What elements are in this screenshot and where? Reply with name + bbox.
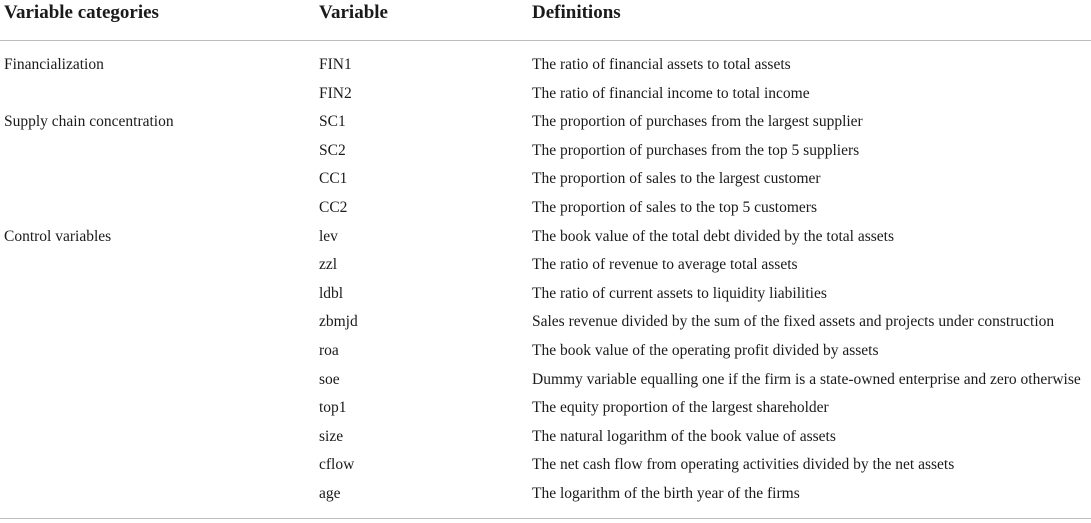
definition-cell: The ratio of financial assets to total assets	[532, 56, 791, 73]
variable-cell: FIN1	[319, 56, 352, 73]
table-row	[0, 309, 1091, 338]
table-row	[0, 367, 1091, 396]
table-row	[0, 252, 1091, 281]
definition-cell: The proportion of sales to the top 5 customers	[532, 198, 817, 216]
definition-cell: The ratio of current assets to liquidity liabilities	[532, 284, 827, 302]
variable-cell: zzl	[319, 256, 338, 274]
variable-cell: lev	[319, 227, 338, 245]
variable-cell: zbmjd	[319, 313, 358, 331]
variable-cell: cflow	[319, 456, 355, 474]
table-row	[0, 452, 1091, 481]
definition-cell: The proportion of purchases from the largest supplier	[532, 113, 863, 131]
variable-cell: SC1	[319, 113, 346, 131]
header-variable: Variable	[319, 2, 388, 23]
variable-cell: SC2	[319, 141, 346, 159]
table-row	[0, 52, 1091, 81]
table-row	[0, 109, 1091, 138]
definition-cell: The ratio of revenue to average total assets	[532, 256, 798, 274]
category-cell: Supply chain concentration	[4, 113, 174, 131]
table-row	[0, 395, 1091, 424]
variable-cell: ldbl	[319, 284, 344, 302]
table-row	[0, 166, 1091, 195]
category-cell: Financialization	[4, 56, 104, 73]
table-row	[0, 195, 1091, 224]
definition-cell: Sales revenue divided by the sum of the fixed assets and projects under construction	[532, 313, 1055, 331]
table-body	[0, 41, 1091, 510]
definition-cell: The equity proportion of the largest shareholder	[532, 399, 829, 417]
definition-cell: The proportion of sales to the largest customer	[532, 170, 821, 188]
definition-cell: The net cash flow from operating activities divided by the net assets	[532, 456, 955, 474]
definition-cell: The logarithm of the birth year of the firms	[532, 484, 800, 502]
variable-cell: roa	[319, 341, 339, 359]
category-cell: Control variables	[4, 227, 112, 245]
table-row	[0, 224, 1091, 253]
variable-cell: CC2	[319, 198, 348, 216]
table-row	[0, 338, 1091, 367]
definition-cell: The book value of the total debt divided by the total assets	[532, 227, 895, 245]
table-header	[0, 0, 1091, 41]
variable-cell: age	[319, 484, 341, 502]
table-row	[0, 138, 1091, 167]
definition-cell: Dummy variable equalling one if the firm is a state-owned enterprise and zero otherwise	[532, 370, 1081, 388]
table-row	[0, 481, 1091, 510]
table-row	[0, 281, 1091, 310]
variable-cell: soe	[319, 370, 340, 388]
definition-cell: The book value of the operating profit divided by assets	[532, 341, 879, 359]
variable-cell: size	[319, 427, 344, 445]
table-bottom-rule	[0, 518, 1091, 519]
variable-cell: top1	[319, 399, 347, 417]
variable-cell: FIN2	[319, 84, 352, 102]
definition-cell: The proportion of purchases from the top 5 suppliers	[532, 141, 860, 159]
header-variable-categories: Variable categories	[4, 2, 159, 23]
table-row	[0, 81, 1091, 110]
header-definitions: Definitions	[532, 2, 621, 23]
variable-cell: CC1	[319, 170, 348, 188]
table-row	[0, 424, 1091, 453]
definition-cell: The ratio of financial income to total income	[532, 84, 810, 102]
definition-cell: The natural logarithm of the book value of assets	[532, 427, 836, 445]
